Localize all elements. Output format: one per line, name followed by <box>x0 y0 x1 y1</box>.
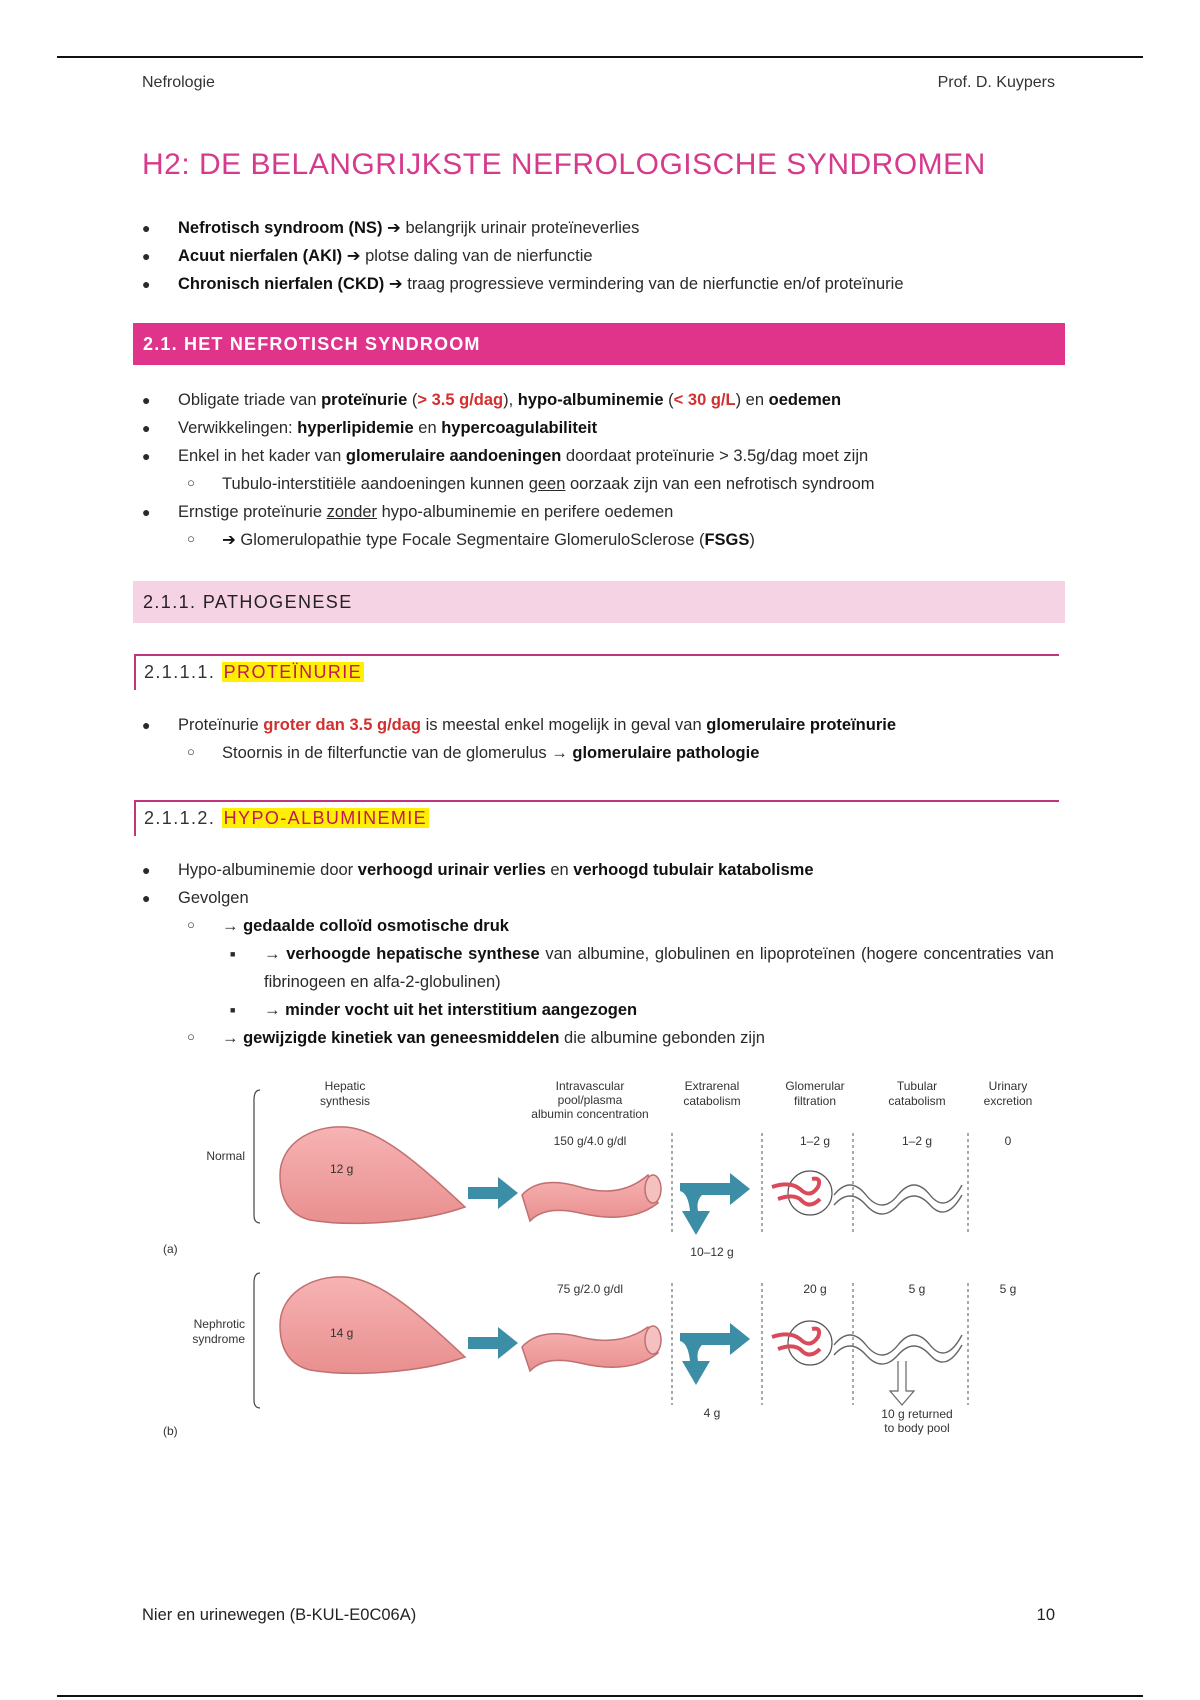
row-b-liver: 14 g <box>330 1326 354 1340</box>
list-item: ● Gevolgen <box>142 889 249 907</box>
section-2-1-list <box>0 386 1200 554</box>
page-number: 10 <box>1036 1606 1055 1624</box>
col-glomerular-1: Glomerular <box>785 1079 845 1093</box>
row-b-plasma: 75 g/2.0 g/dl <box>556 1282 624 1296</box>
list-item: ● Proteïnurie groter dan 3.5 g/dag is meestal enkel mogelijk in geval van glomerulaire proteïnurie <box>142 716 897 734</box>
subsection-heading: 2.1.1. PATHOGENESE <box>133 581 1065 623</box>
header-author: Prof. D. Kuypers <box>937 74 1055 91</box>
intro-list <box>0 214 1200 298</box>
footer-rule <box>57 1695 1143 1697</box>
row-a-extrarenal: 10–12 g <box>690 1245 734 1259</box>
col-urinary-1: Urinary <box>988 1079 1028 1093</box>
sub-sub-list-item: ■ → minder vocht uit het interstitium aangezogen <box>230 1001 638 1019</box>
col-glomerular-2: filtration <box>793 1094 837 1108</box>
col-extrarenal-1: Extrarenal <box>684 1079 740 1093</box>
row-b-tub: 5 g <box>908 1282 926 1296</box>
list-item: ● Acuut nierfalen (AKI) ➔ plotse daling van de nierfunctie <box>142 247 593 265</box>
row-a-tag: (a) <box>163 1242 178 1256</box>
chapter-title: H2: DE BELANGRIJKSTE NEFROLOGISCHE SYNDROMEN <box>142 148 986 181</box>
row-b-returned-2: to body pool <box>884 1421 950 1435</box>
row-a-plasma: 150 g/4.0 g/dl <box>553 1134 627 1148</box>
row-a-tub: 1–2 g <box>901 1134 933 1148</box>
sub-list-item: ○ → gedaalde colloïd osmotische druk <box>187 917 509 935</box>
sub-sub-list-item: ■ → verhoogde hepatische synthese van albumine, globulinen en lipoproteïnen (hogere concentraties van fibrinogeen en alfa-2-globulinen) <box>230 945 1054 991</box>
row-a-glom: 1–2 g <box>799 1134 831 1148</box>
row-a-urine: 0 <box>1004 1134 1012 1148</box>
row-a-liver: 12 g <box>330 1162 354 1176</box>
section-heading: 2.1. HET NEFROTISCH SYNDROOM <box>133 323 1065 365</box>
sub-list-item: ○ → gewijzigde kinetiek van geneesmiddelen die albumine gebonden zijn <box>187 1029 765 1047</box>
list-item: ● Nefrotisch syndroom (NS) ➔ belangrijk urinair proteïneverlies <box>142 219 640 237</box>
row-b-label-1: Nephrotic <box>193 1317 245 1331</box>
vessel-icon <box>522 1175 658 1221</box>
vessel-icon <box>522 1327 658 1371</box>
row-b-extrarenal: 4 g <box>703 1406 721 1420</box>
proteinurie-list <box>0 711 1200 767</box>
hypo-albuminemie-list <box>0 856 1200 1052</box>
list-item: ● Hypo-albuminemie door verhoogd urinair verlies en verhoogd tubulair katabolisme <box>142 861 814 879</box>
col-plasma-1: Intravascular <box>555 1079 625 1093</box>
split-arrow-icon <box>680 1173 750 1235</box>
list-item: ● Enkel in het kader van glomerulaire aandoeningen doordaat proteïnurie > 3.5g/dag moet zijn <box>142 447 869 465</box>
footer-course: Nier en urinewegen (B-KUL-E0C06A) <box>142 1606 417 1624</box>
split-arrow-icon <box>680 1323 750 1385</box>
col-plasma-3: albumin concentration <box>531 1107 649 1121</box>
glomerulus-icon <box>772 1321 832 1365</box>
down-arrow-icon <box>890 1361 914 1405</box>
row-b-glom: 20 g <box>803 1282 827 1296</box>
col-hepatic-2: synthesis <box>319 1094 371 1108</box>
row-b-returned-1: 10 g returned <box>881 1407 953 1421</box>
col-extrarenal-2: catabolism <box>683 1094 741 1108</box>
list-item: ● Chronisch nierfalen (CKD) ➔ traag progressieve vermindering van de nierfunctie en/of proteïnurie <box>142 275 904 293</box>
heading-hypo-albuminemie: 2.1.1.2. HYPO-ALBUMINEMIE <box>134 800 1059 836</box>
liver-icon <box>280 1127 465 1223</box>
liver-icon <box>280 1277 465 1373</box>
header-course: Nefrologie <box>142 74 215 91</box>
albumin-figure <box>150 1075 1050 1455</box>
col-urinary-2: excretion <box>983 1094 1033 1108</box>
arrow-icon <box>468 1177 518 1209</box>
row-b-label-2: syndrome <box>192 1332 245 1346</box>
list-item: ● Ernstige proteïnurie zonder hypo-albuminemie en perifere oedemen <box>142 503 674 521</box>
glomerulus-icon <box>772 1171 832 1215</box>
col-plasma-2: pool/plasma <box>557 1093 623 1107</box>
col-hepatic-1: Hepatic <box>324 1079 366 1093</box>
row-b-tag: (b) <box>163 1424 178 1438</box>
header-rule <box>57 56 1143 58</box>
list-item: ● Verwikkelingen: hyperlipidemie en hypercoagulabiliteit <box>142 419 598 437</box>
list-item: ● Obligate triade van proteïnurie (> 3.5 g/dag), hypo-albuminemie (< 30 g/L) en oedemen <box>142 391 842 409</box>
heading-proteinurie: 2.1.1.1. PROTEÏNURIE <box>134 654 1059 690</box>
row-a-label: Normal <box>206 1149 245 1163</box>
sub-list-item: ○ Tubulo-interstitiële aandoeningen kunnen geen oorzaak zijn van een nefrotisch syndroom <box>187 475 875 493</box>
col-tubular-1: Tubular <box>896 1079 938 1093</box>
arrow-icon <box>468 1327 518 1359</box>
sub-list-item: ○ ➔ Glomerulopathie type Focale Segmentaire GlomeruloSclerose (FSGS) <box>187 531 755 549</box>
col-tubular-2: catabolism <box>888 1094 946 1108</box>
row-b-urine: 5 g <box>999 1282 1017 1296</box>
sub-list-item: ○ Stoornis in de filterfunctie van de glomerulus → glomerulaire pathologie <box>187 744 760 762</box>
